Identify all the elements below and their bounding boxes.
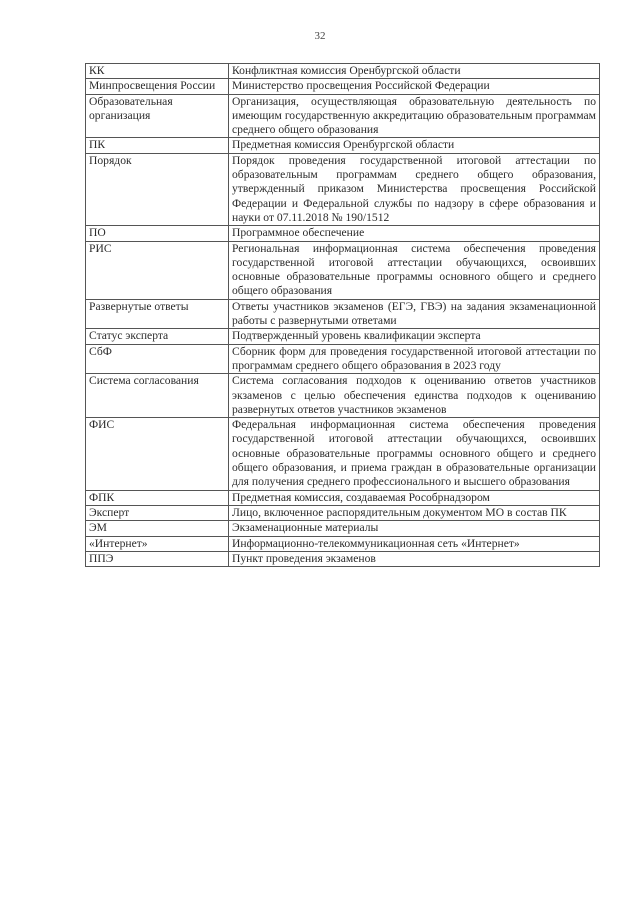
definition-cell: Порядок проведения государственной итоговой аттестации по образовательным программам среднего общего образования, утвержденный приказом Министерства просвещения Российской Федерации и Федеральной службы по надзору в сфере образования и науки от 07.11.2018 № 190/1512 bbox=[229, 153, 600, 225]
definition-cell: Федеральная информационная система обеспечения проведения государственной итоговой аттестации обучающихся, освоивших основные образовательные программы основного общего и среднего общего образования, и приема граждан в образовательные организации для получения среднего профессионального и высшего образования bbox=[229, 418, 600, 490]
table-row bbox=[86, 299, 600, 329]
definition-cell: Ответы участников экзаменов (ЕГЭ, ГВЭ) на задания экзаменационной работы с развернутыми ответами bbox=[229, 299, 600, 329]
definition-cell: Региональная информационная система обеспечения проведения государственной итоговой аттестации обучающихся, освоивших основные образовательные программы основного общего и среднего общего образования bbox=[229, 241, 600, 299]
term-cell: Система согласования bbox=[86, 374, 229, 418]
term-cell: ФИС bbox=[86, 418, 229, 490]
term-cell: ПК bbox=[86, 138, 229, 153]
table-row bbox=[86, 329, 600, 344]
table-row bbox=[86, 521, 600, 536]
term-cell: Эксперт bbox=[86, 505, 229, 520]
table-row bbox=[86, 64, 600, 79]
table-row bbox=[86, 536, 600, 551]
definition-cell: Система согласования подходов к оцениванию ответов участников экзаменов с целью обеспечения единства подходов к оцениванию развернутых ответов участников экзаменов bbox=[229, 374, 600, 418]
table-row bbox=[86, 79, 600, 94]
definition-cell: Организация, осуществляющая образовательную деятельность по имеющим государственную аккредитацию образовательным программам среднего общего образования bbox=[229, 94, 600, 138]
definition-cell: Программное обеспечение bbox=[229, 226, 600, 241]
term-cell: КК bbox=[86, 64, 229, 79]
term-cell: СбФ bbox=[86, 344, 229, 374]
definition-cell: Экзаменационные материалы bbox=[229, 521, 600, 536]
term-cell: ЭМ bbox=[86, 521, 229, 536]
table-row bbox=[86, 241, 600, 299]
abbreviations-table bbox=[85, 63, 600, 567]
table-row bbox=[86, 94, 600, 138]
page-number: 32 bbox=[314, 30, 326, 42]
definition-cell: Подтвержденный уровень квалификации эксперта bbox=[229, 329, 600, 344]
term-cell: «Интернет» bbox=[86, 536, 229, 551]
definition-cell: Пункт проведения экзаменов bbox=[229, 551, 600, 566]
definition-cell: Конфликтная комиссия Оренбургской области bbox=[229, 64, 600, 79]
definition-cell: Министерство просвещения Российской Федерации bbox=[229, 79, 600, 94]
definition-cell: Предметная комиссия Оренбургской области bbox=[229, 138, 600, 153]
table-row bbox=[86, 418, 600, 490]
term-cell: Образовательная организация bbox=[86, 94, 229, 138]
term-cell: Порядок bbox=[86, 153, 229, 225]
definition-cell: Предметная комиссия, создаваемая Рособрнадзором bbox=[229, 490, 600, 505]
table-row bbox=[86, 138, 600, 153]
table-row bbox=[86, 490, 600, 505]
term-cell: ФПК bbox=[86, 490, 229, 505]
table-row bbox=[86, 344, 600, 374]
table-row bbox=[86, 505, 600, 520]
term-cell: РИС bbox=[86, 241, 229, 299]
table-row bbox=[86, 226, 600, 241]
table-row bbox=[86, 374, 600, 418]
term-cell: Минпросвещения России bbox=[86, 79, 229, 94]
term-cell: Развернутые ответы bbox=[86, 299, 229, 329]
table-row bbox=[86, 153, 600, 225]
term-cell: ПО bbox=[86, 226, 229, 241]
term-cell: ППЭ bbox=[86, 551, 229, 566]
definition-cell: Сборник форм для проведения государственной итоговой аттестации по программам среднего общего образования в 2023 году bbox=[229, 344, 600, 374]
definition-cell: Информационно-телекоммуникационная сеть «Интернет» bbox=[229, 536, 600, 551]
term-cell: Статус эксперта bbox=[86, 329, 229, 344]
table-row bbox=[86, 551, 600, 566]
definition-cell: Лицо, включенное распорядительным документом МО в состав ПК bbox=[229, 505, 600, 520]
